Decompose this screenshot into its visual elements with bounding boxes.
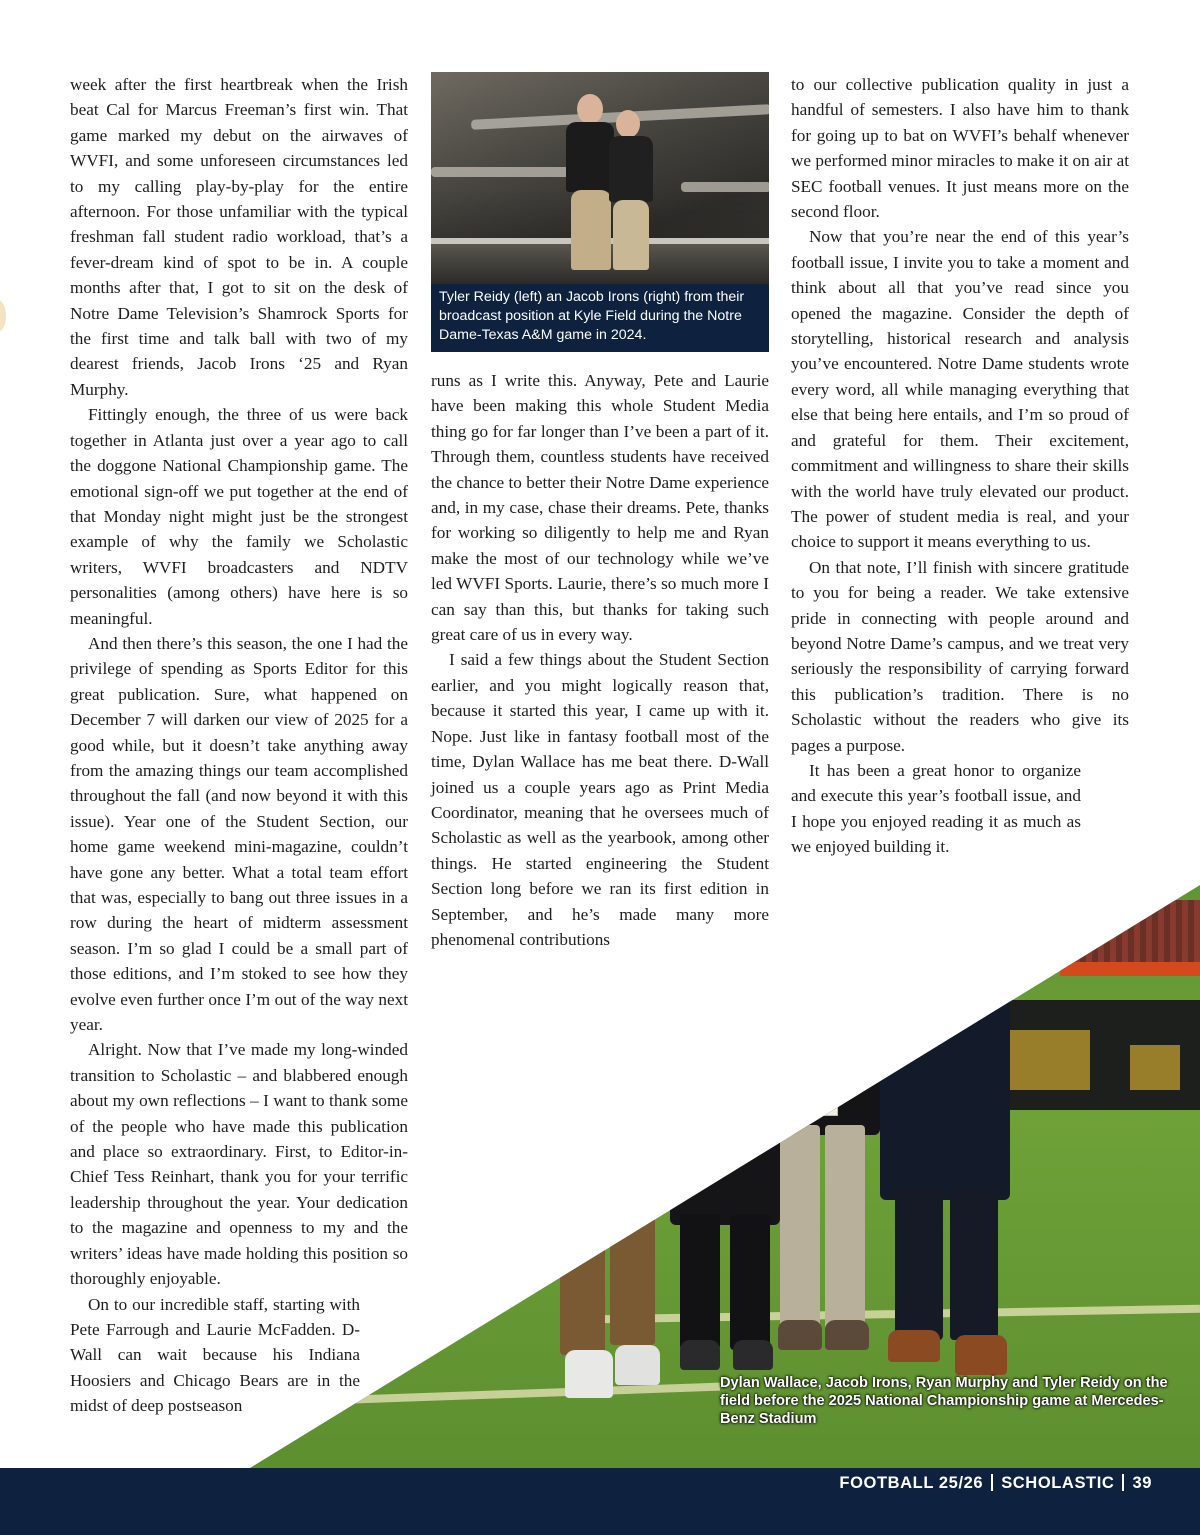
page-edge-mark bbox=[0, 300, 6, 332]
footer-divider bbox=[1122, 1474, 1124, 1491]
col2-paragraph-2: I said a few things about the Student Section earlier, and you might logically reason that, because it started this year, I came up with it. Nope. Just like in fantasy football most of the time, Dylan Wallace has me beat there. D-Wall joined us a couple years ago as Print Media Coordinator, meaning that he oversees much of Scholastic as well as the yearbook, among other things. He started engineering the Student Section long before we ran its first edition in September, and he’s made many more phenomenal contributions bbox=[431, 650, 769, 949]
col1-paragraph-2: Fittingly enough, the three of us were back together in Atlanta just over a year ago to call the doggone National Championship game. The emotional sign-off we put together at the end of that Monday night might just be the strongest example of why the family we Scholastic writers, WVFI broadcasters and NDTV personalities (among others) have here is so meaningful. bbox=[70, 405, 408, 628]
stadium-stands bbox=[900, 900, 1200, 970]
col1-paragraph-1: week after the first heartbreak when the Irish beat Cal for Marcus Freeman’s first win. That game marked my debut on the airwaves of WVFI, and some unforeseen circumstances led to my calling play-by-play for the entire afternoon. For those unfamiliar with the typical freshman fall student radio workload, that’s a fever-dream kind of spot to be in. A couple months after that, I got to sit on the desk of Notre Dame Television’s Shamrock Sports for the first time and talk ball with two of my dearest friends, Jacob Irons ‘25 and Ryan Murphy. bbox=[70, 75, 408, 399]
article-column-1 bbox=[70, 72, 408, 1419]
col3-paragraph-1: to our collective publication quality in just a handful of semesters. I also have him to thank for going up to bat on WVFI’s behalf whenever we performed minor miracles to make it on air at SEC football venues. It just means more on the second floor. bbox=[791, 75, 1129, 222]
col1-paragraph-4: Alright. Now that I’ve made my long-winded transition to Scholastic – and blabbered enough about my own reflections – I want to thank some of the people who have made this publication and place so extraordinary. First, to Editor-in-Chief Tess Reinhart, thank you for your terrific leadership throughout the year. Your dedication to the magazine and openness to my and the writers’ ideas have made holding this position so thoroughly enjoyable. bbox=[70, 1040, 408, 1289]
page-number: 39 bbox=[1132, 1474, 1152, 1492]
stadium-banner bbox=[1060, 962, 1200, 976]
footer-divider bbox=[991, 1474, 993, 1491]
page-footer bbox=[839, 1471, 1152, 1495]
col1-paragraph-5: On to our incredible staff, starting with Pete Farrough and Laurie McFadden. D-Wall can wait because his Indiana Hoosiers and Chicago Bears are in the midst of deep postseason bbox=[70, 1294, 360, 1416]
footer-section: FOOTBALL 25/26 bbox=[839, 1474, 984, 1492]
article-column-3 bbox=[791, 72, 1129, 860]
booth-photo-caption: Tyler Reidy (left) an Jacob Irons (right) from their broadcast position at Kyle Field during the Notre Dame-Texas A&M game in 2024. bbox=[431, 284, 769, 352]
broadcast-booth-photo bbox=[431, 72, 769, 284]
col3-paragraph-4: It has been a great honor to organize and execute this year’s football issue, and I hope you enjoyed reading it as much as we enjoyed building it. bbox=[791, 760, 1081, 857]
col2-paragraph-1: runs as I write this. Anyway, Pete and Laurie have been making this whole Student Media thing go for far longer than I’ve been a part of it. Through them, countless students have received the chance to better their Notre Dame experience and, in my case, chase their dreams. Pete, thanks for working so diligently to help me and Ryan make the most of our technology while we’ve led WVFI Sports. Laurie, there’s so much more I can say than this, but thanks for taking such great care of us in every way. bbox=[431, 371, 769, 645]
article-column-2 bbox=[431, 368, 769, 952]
col3-paragraph-3: On that note, I’ll finish with sincere gratitude to you for being a reader. We take extensive pride in connecting with people around and beyond Notre Dame’s campus, and we treat very seriously the responsibility of carrying forward this publication’s tradition. There is no Scholastic without the readers who give its pages a purpose. bbox=[791, 557, 1129, 755]
col3-paragraph-2: Now that you’re near the end of this year’s football issue, I invite you to take a moment and think about all that you’ve read since you opened the magazine. Consider the depth of storytelling, historical research and analysis you’ve encountered. Notre Dame students wrote every word, all while managing everything that else that being here entails, and I’m so proud of and grateful for them. Their excitement, commitment and willingness to share their skills with the world have truly elevated our product. The power of student media is real, and your choice to support it means everything to us. bbox=[791, 227, 1129, 552]
field-photo-caption: Dylan Wallace, Jacob Irons, Ryan Murphy and Tyler Reidy on the field before the 2025 National Championship game at Mercedes-Benz Stadium bbox=[720, 1375, 1168, 1427]
footer-publication: SCHOLASTIC bbox=[1001, 1474, 1115, 1492]
col1-paragraph-3: And then there’s this season, the one I had the privilege of spending as Sports Editor for this great publication. Sure, what happened on December 7 will darken our view of 2025 for a good while, but it doesn’t take anything away from the amazing things our team accomplished throughout the fall (and now beyond it with this issue). Year one of the Student Section, our home game weekend mini-magazine, couldn’t have gone any better. What a total team effort that was, especially to bang out three issues in a row during the heart of midterm assessment season. I’m so glad I could be a small part of those editions, and I’m stoked to see how they evolve even further once I’m out of the way next year. bbox=[70, 633, 408, 1035]
